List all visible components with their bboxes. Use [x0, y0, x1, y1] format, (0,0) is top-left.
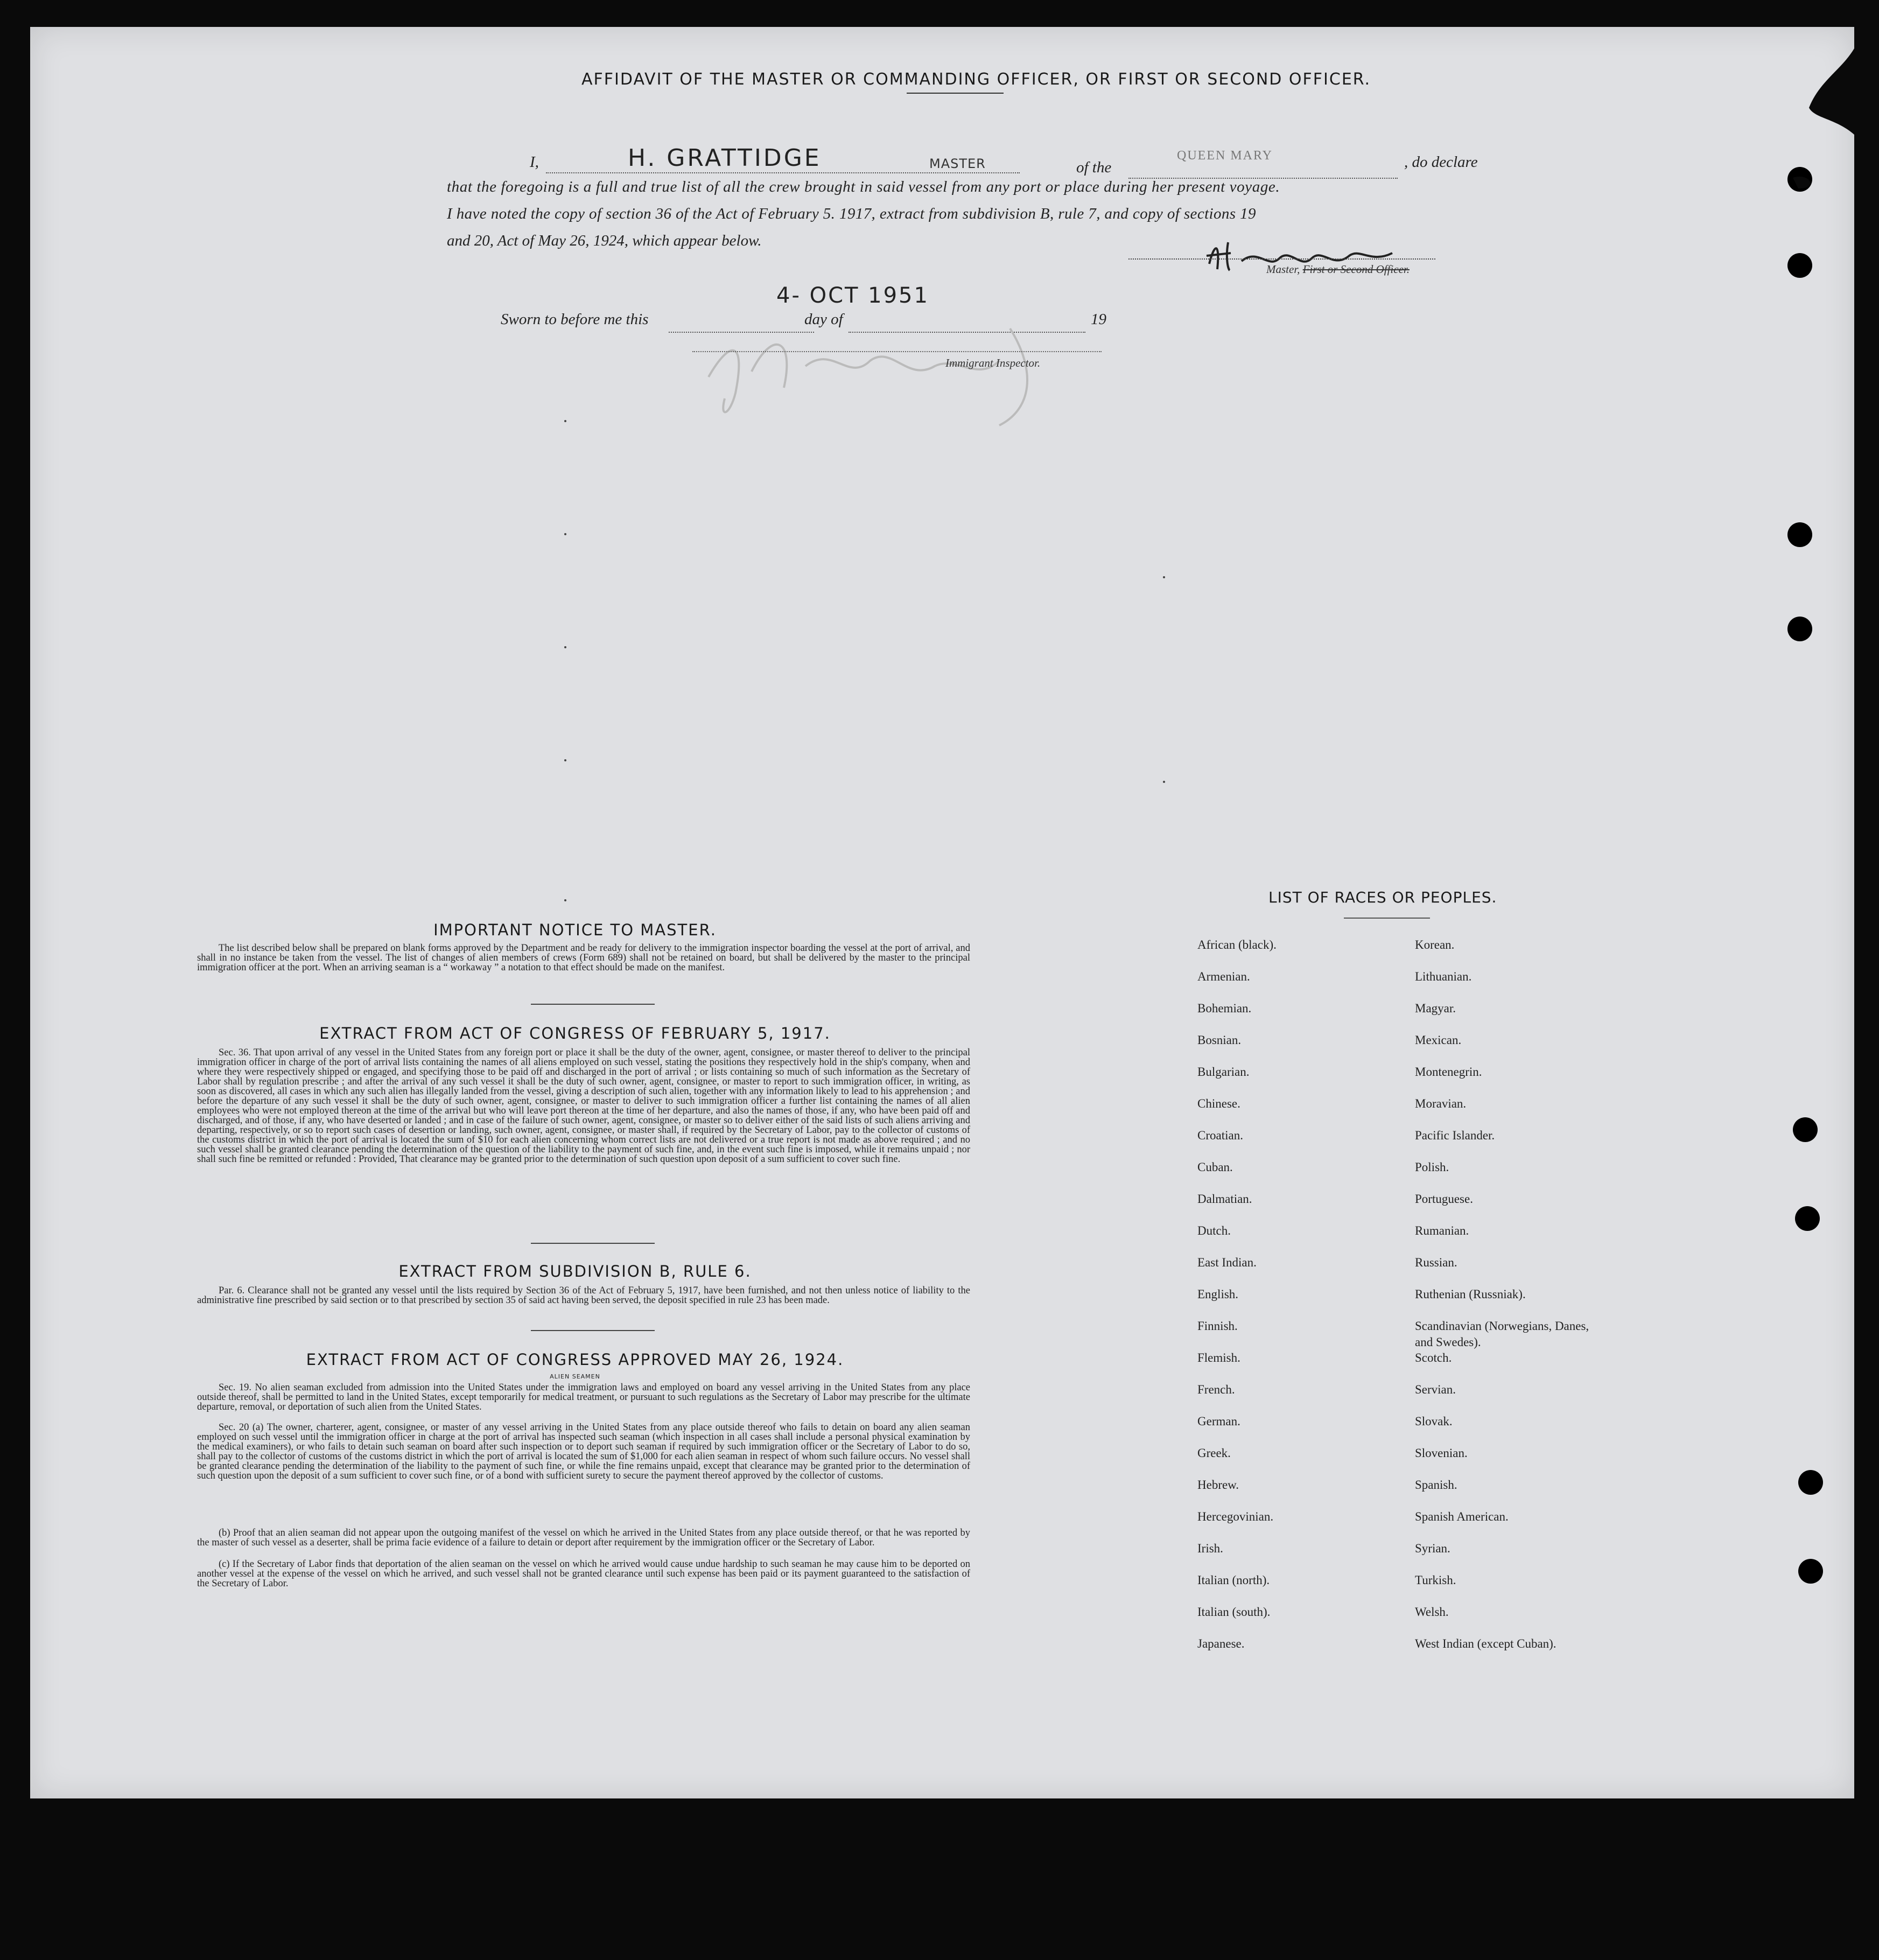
- race-item: Lithuanian.: [1415, 970, 1472, 983]
- scan-dot: [564, 533, 566, 535]
- notice-rule: [531, 1004, 655, 1005]
- punch-hole: [1787, 253, 1812, 278]
- race-item: Slovenian.: [1415, 1446, 1468, 1460]
- race-item: Spanish American.: [1415, 1510, 1509, 1523]
- race-item: Ruthenian (Russniak).: [1415, 1287, 1526, 1301]
- alien-seamen-subheading: ALIEN SEAMEN: [550, 1373, 600, 1380]
- inspector-line: [692, 351, 1102, 352]
- race-item: French.: [1197, 1383, 1235, 1396]
- sec-20b-text: (b) Proof that an alien seaman did not appear upon the outgoing manifest of the vessel on which he arrived in the United States from any place outside thereof, or that he was reported by the master of such vessel as a deserter, shall be prima facie evidence of a failure to detain or deport after requirement by the immigration officer or the Secretary of Labor.: [197, 1528, 970, 1548]
- subdivision-b-text: Par. 6. Clearance shall not be granted any vessel until the lists required by Section 36 of the Act of February 5, 1917, have been furnished, and not then unless notice of liability to the administrative fine prescribed by said section or to that prescribed by section 35 of said act having been served, the deposit specified in rule 23 has been made.: [197, 1285, 970, 1306]
- date-stamp: 4- OCT 1951: [776, 283, 929, 308]
- extract-1917-heading: EXTRACT FROM ACT OF CONGRESS OF FEBRUARY 5, 1917.: [319, 1024, 831, 1042]
- punch-hole: [1787, 617, 1812, 641]
- scan-dot: [1163, 576, 1165, 578]
- race-item: Russian.: [1415, 1256, 1457, 1269]
- race-item: Hercegovinian.: [1197, 1510, 1274, 1523]
- scan-dot: [564, 420, 566, 422]
- sec-20c-text: (c) If the Secretary of Labor finds that deportation of the alien seaman on the vessel on which he arrived would cause undue hardship to such seaman he may cause him to be deported on another vessel at the expense of the vessel on which he arrived, and such vessel shall not be granted clearance until such expense has been paid or its payment guaranteed to the satisfaction of the Secretary of Labor.: [197, 1559, 970, 1589]
- sworn-label: Sworn to before me this: [501, 311, 649, 328]
- document-page: [30, 27, 1854, 1798]
- race-item: Armenian.: [1197, 970, 1250, 983]
- affidavit-line-2: that the foregoing is a full and true list of all the crew brought in said vessel from any port or place during her present voyage.: [447, 178, 1280, 195]
- scan-dot: [564, 899, 566, 901]
- race-item: Flemish.: [1197, 1351, 1240, 1364]
- race-item: Portuguese.: [1415, 1192, 1473, 1206]
- race-item: Finnish.: [1197, 1319, 1238, 1333]
- race-item: Syrian.: [1415, 1542, 1450, 1555]
- race-item: Bohemian.: [1197, 1002, 1252, 1015]
- master-signature-line: [1128, 258, 1435, 260]
- race-item: Italian (south).: [1197, 1605, 1271, 1619]
- year-prefix: 19: [1091, 311, 1106, 328]
- race-item: Rumanian.: [1415, 1224, 1469, 1237]
- notice-text: The list described below shall be prepared on blank forms approved by the Department and be ready for delivery to the immigration inspector boarding the vessel at the port of arrival, and shall in no instance be taken from the vessel. The list of changes of alien members of crews (Form 689) shall not be retained on board, but shall be delivered by the master to the principal immigration officer at the port. When an arriving seaman is a “ workaway ” a notation to that effect should be made on the manifest.: [197, 943, 970, 973]
- extract-1924-heading: EXTRACT FROM ACT OF CONGRESS APPROVED MAY 26, 1924.: [306, 1350, 844, 1369]
- torn-corner: [1777, 27, 1854, 188]
- race-item: Hebrew.: [1197, 1478, 1239, 1492]
- race-item: English.: [1197, 1287, 1239, 1301]
- sec-19-text: Sec. 19. No alien seaman excluded from admission into the United States under the immigration laws and employed on board any vessel arriving in the United States from any place outside thereof, shall be permitted to land in the United States, except temporarily for medical treatment, or pursuant to such regulations as the Secretary of Labor may prescribe for the ultimate departure, removal, or deportation of such alien from the United States.: [197, 1382, 970, 1412]
- sec-20a-text: Sec. 20 (a) The owner, charterer, agent, consignee, or master of any vessel arriving in the United States from any place outside thereof who fails to detain on board any alien seaman employed on such vessel until the immigration officer in charge at the port of arrival has inspected such seaman (which inspection in all cases shall include a personal physical examination by the medical examiners), or who fails to detain such seaman on board after such inspection or to deport such seaman if required by such immigration officer or the Secretary of Labor to do so, shall pay to the collector of customs of the customs district in which the port of arrival is located the sum of $1,000 for each alien seaman in respect of whom such failure occurs. No vessel shall be granted clearance pending the determination of the liability to the payment of such fine, or while the fine remains unpaid, except that clearance may be granted prior to the determination of such question upon the deposit of a sum sufficient to cover such fine, or of a bond with sufficient surety to secure the payment thereof approved by the collector of customs.: [197, 1422, 970, 1481]
- rank-stamp: MASTER: [929, 156, 986, 171]
- punch-hole: [1793, 1117, 1818, 1142]
- punch-hole: [1798, 1470, 1823, 1495]
- race-item: Spanish.: [1415, 1478, 1457, 1492]
- race-item: Turkish.: [1415, 1573, 1456, 1587]
- day-of-label: day of: [804, 311, 843, 328]
- race-item: Dutch.: [1197, 1224, 1231, 1237]
- master-caption: [1266, 263, 1410, 276]
- races-heading: LIST OF RACES OR PEOPLES.: [1268, 888, 1497, 906]
- race-item: Slovak.: [1415, 1415, 1453, 1428]
- master-name-handwritten: H. GRATTIDGE: [628, 144, 822, 172]
- race-item: Croatian.: [1197, 1129, 1243, 1142]
- scan-dot: [1163, 781, 1165, 783]
- race-item: Greek.: [1197, 1446, 1231, 1460]
- race-item: Montenegrin.: [1415, 1065, 1482, 1079]
- race-item: Scandinavian (Norwegians, Danes, and Swedes).: [1415, 1319, 1589, 1349]
- race-item: Servian.: [1415, 1383, 1456, 1396]
- race-item: Moravian.: [1415, 1097, 1467, 1110]
- scan-dot: [564, 759, 566, 761]
- master-caption-text: Master,: [1266, 263, 1300, 276]
- subdivision-b-heading: EXTRACT FROM SUBDIVISION B, RULE 6.: [398, 1262, 752, 1280]
- extract-1917-rule: [531, 1243, 655, 1244]
- scan-dot: [564, 646, 566, 648]
- affidavit-line-3: I have noted the copy of section 36 of the Act of February 5. 1917, extract from subdivision B, rule 7, and copy of sections 19: [447, 205, 1256, 222]
- race-item: Chinese.: [1197, 1097, 1240, 1110]
- punch-hole: [1798, 1559, 1823, 1584]
- of-the-label: of the: [1076, 159, 1112, 176]
- race-item: Scotch.: [1415, 1351, 1452, 1364]
- race-item: Pacific Islander.: [1415, 1129, 1495, 1142]
- punch-hole: [1795, 1206, 1820, 1231]
- struck-officer-caption: First or Second Officer.: [1302, 263, 1410, 276]
- race-item: Korean.: [1415, 938, 1455, 951]
- race-item: Bulgarian.: [1197, 1065, 1250, 1079]
- affidavit-line-4: and 20, Act of May 26, 1924, which appear below.: [447, 232, 762, 249]
- inspector-caption: Immigrant Inspector.: [945, 356, 1041, 369]
- races-heading-rule: [1344, 918, 1430, 919]
- race-item: Cuban.: [1197, 1160, 1233, 1174]
- race-item: Bosnian.: [1197, 1033, 1242, 1047]
- race-item: Japanese.: [1197, 1637, 1245, 1650]
- race-item: Polish.: [1415, 1160, 1449, 1174]
- extract-1917-text: Sec. 36. That upon arrival of any vessel in the United States from any foreign port or place it shall be the duty of the owner, agent, consignee, or master thereof to deliver to the principal immigration officer in charge of the port of arrival lists containing the names of all aliens employed on such vessel, stating the positions they respectively hold in the ship's company, when and where they were respectively shipped or engaged, and specifying those to be paid off and discharged in the port of arrival ; or lists containing so much of such information as the Secretary of Labor shall by regulation prescribe ; and after the arrival of any such vessel it shall be the duty of such owner, agent, consignee, or master to report to such immigration officer, in writing, as soon as discovered, all cases in which any such alien has illegally landed from the vessel, giving a description of such alien, together with any information likely to lead to his apprehension ; and before the departure of any such vessel it shall be the duty of such owner, agent, consignee, or master to deliver to such immigration officer a further list containing the names of all alien employees who were not employed thereon at the time of the arrival but who will leave port thereon at the time of her departure, and also the names of those, if any, who have been paid off and discharged, and of those, if any, who have deserted or landed ; and in case of the failure of such owner, agent, consignee, or master so to deliver either of the said lists of such aliens arriving and departing, respectively, or so to report such cases of desertion or landing, such owner, agent, consignee, or master shall, if required by the Secretary of Labor, pay to the collector of customs of the customs district in which the port of arrival is located the sum of $10 for each alien concerning whom correct lists are not delivered or a true report is not made as above required ; and no such vessel shall be granted clearance pending the determination of the question of the liability to the payment of such fine, and, in the event such fine is imposed, while it remains unpaid ; nor shall such fine be remitted or refunded : Provided, That clearance may be granted prior to the determination of such question upon deposit of a sum sufficient to cover such fine.: [197, 1047, 970, 1165]
- race-item: African (black).: [1197, 938, 1277, 951]
- race-item: West Indian (except Cuban).: [1415, 1637, 1557, 1650]
- title-underline: [907, 93, 1004, 94]
- affidavit-title: AFFIDAVIT OF THE MASTER OR COMMANDING OFFICER, OR FIRST OR SECOND OFFICER.: [581, 70, 1371, 89]
- race-item: Irish.: [1197, 1542, 1223, 1555]
- race-item: Dalmatian.: [1197, 1192, 1252, 1206]
- punch-hole: [1787, 522, 1812, 547]
- race-item: Welsh.: [1415, 1605, 1449, 1619]
- race-item: Magyar.: [1415, 1002, 1456, 1015]
- race-item: Mexican.: [1415, 1033, 1462, 1047]
- notice-heading: IMPORTANT NOTICE TO MASTER.: [433, 921, 717, 939]
- race-item: East Indian.: [1197, 1256, 1257, 1269]
- races-left-column: [1197, 937, 1402, 1668]
- do-declare: , do declare: [1404, 153, 1478, 171]
- race-item: Italian (north).: [1197, 1573, 1270, 1587]
- vessel-name: QUEEN MARY: [1177, 149, 1273, 163]
- races-right-column: [1415, 937, 1609, 1668]
- race-item: German.: [1197, 1415, 1240, 1428]
- i-label: I,: [530, 153, 539, 171]
- subdivision-b-rule: [531, 1330, 655, 1331]
